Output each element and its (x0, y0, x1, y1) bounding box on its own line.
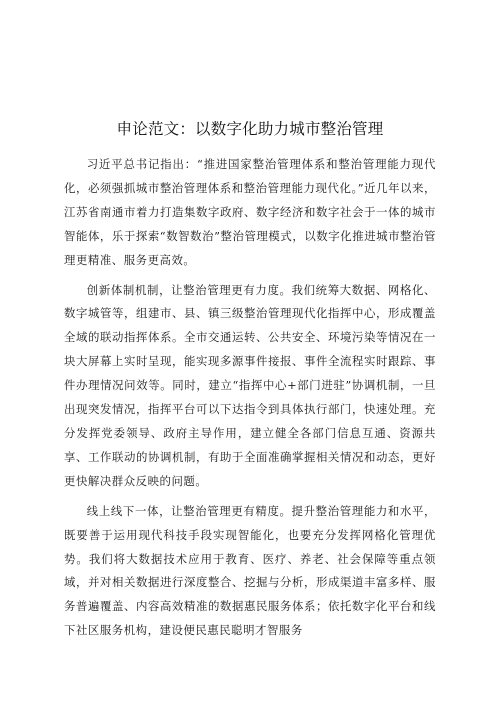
paragraph-mechanism: 创新体制机制，让整治管理更有力度。我们统筹大数据、网格化、数字城管等，组建市、县、镇三级整治管理现代化指挥中心，形成覆盖全域的联动指挥体系。全市交通运转、公共安全、环境污染等情况在一块大屏幕上实时呈现，能实现多源事件接报、事件全流程实时跟踪、事件办理情况问效等。同时，建立“指挥中心+部门进驻”协调机制，一旦出现突发情况，指挥平台可以下达指令到具体执行部门，快速处理。充分发挥党委领导、政府主导作用，建立健全各部门信息互通、资源共享、工作联动的协调机制，有助于全面准确掌握相关情况和动态，更好更快解决群众反映的问题。 (64, 282, 436, 488)
article-body (64, 118, 436, 649)
paragraph-online-offline: 线上线下一体，让整治管理更有精度。提升整治管理能力和水平，既要善于运用现代科技手段实现智能化，也要充分发挥网格化管理优势。我们将大数据技术应用于教育、医疗、养老、社会保障等重点领域，并对相关数据进行深度整合、挖掘与分析，形成渠道丰富多样、服务普遍覆盖、内容高效精准的数据惠民服务体系；依托数字化平台和线下社区服务机构，建设便民惠民聪明才智服务 (64, 503, 436, 638)
paragraph-intro: 习近平总书记指出：“推进国家整治管理体系和整治管理能力现代化，必须强抓城市整治管理体系和整治管理能力现代化。”近几年以来，江苏省南通市着力打造集数字政府、数字经济和数字社会于一体的城市智能体，乐于探索“数智数治”整治管理模式，以数字化推进城市整治管理更精准、服务更高效。 (64, 157, 436, 267)
article-title: 申论范文：以数字化助力城市整治管理 (116, 120, 384, 138)
